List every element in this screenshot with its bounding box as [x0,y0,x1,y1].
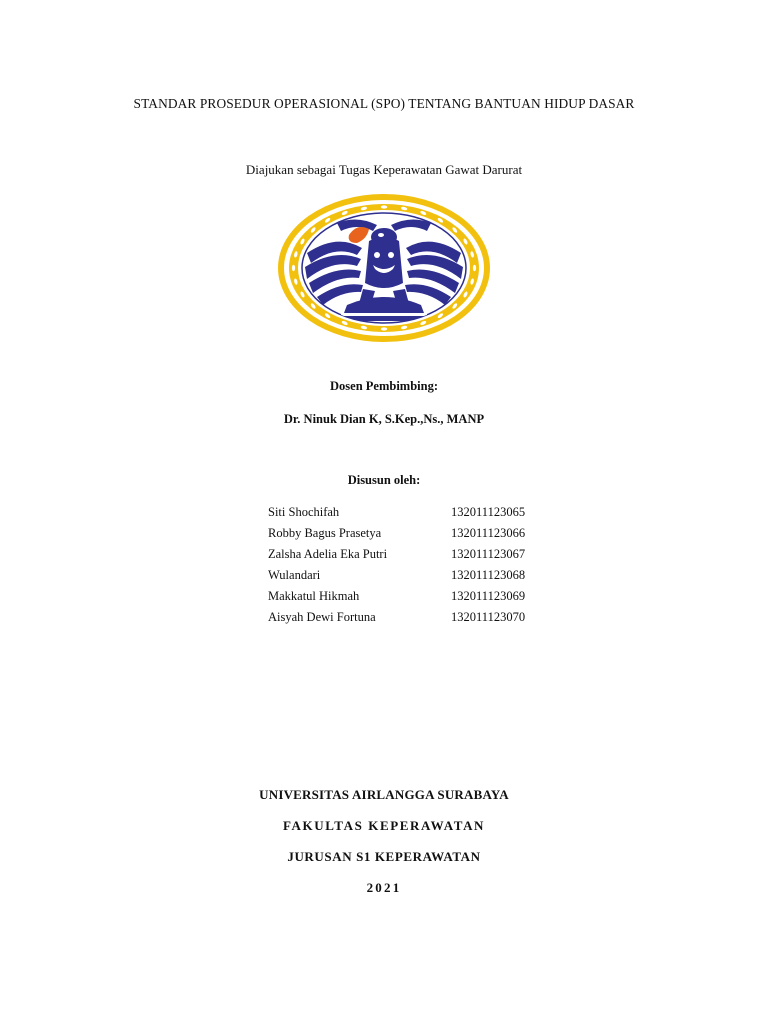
authors-label: Disusun oleh: [347,473,421,487]
list-item [268,547,568,568]
author-nim: 132011123068 [451,568,526,582]
list-item [268,610,568,631]
list-item [268,526,568,547]
author-nim: 132011123067 [451,547,526,561]
author-name: Zalsha Adelia Eka Putri [268,547,388,561]
garuda-seal-icon [277,193,491,343]
university-logo [277,193,491,343]
faculty-name: FAKULTAS KEPERAWATAN [282,818,486,833]
ring-ornament [292,265,295,271]
list-item [268,505,568,526]
author-nim: 132011123066 [451,526,526,540]
author-name: Aisyah Dewi Fortuna [268,610,376,624]
advisor-name: Dr. Ninuk Dian K, S.Kep.,Ns., MANP [283,412,485,426]
authors-list [268,505,568,631]
list-item [268,589,568,610]
author-nim: 132011123065 [451,505,526,519]
ring-ornament [473,265,476,271]
document-year: 2021 [366,880,402,895]
author-name: Wulandari [268,568,321,582]
ring-ornament [381,327,387,330]
author-name: Makkatul Hikmah [268,589,360,603]
advisor-label: Dosen Pembimbing: [330,379,438,393]
author-name: Siti Shochifah [268,505,340,519]
university-name: UNIVERSITAS AIRLANGGA SURABAYA [259,787,509,802]
author-nim: 132011123070 [451,610,526,624]
list-item [268,568,568,589]
document-title: STANDAR PROSEDUR OPERASIONAL (SPO) TENTANG BANTUAN HIDUP DASAR [133,96,635,111]
document-subtitle: Diajukan sebagai Tugas Keperawatan Gawat Darurat [245,162,523,177]
department-name: JURUSAN S1 KEPERAWATAN [287,849,481,864]
author-nim: 132011123069 [451,589,526,603]
author-name: Robby Bagus Prasetya [268,526,382,540]
ring-ornament [381,205,387,208]
